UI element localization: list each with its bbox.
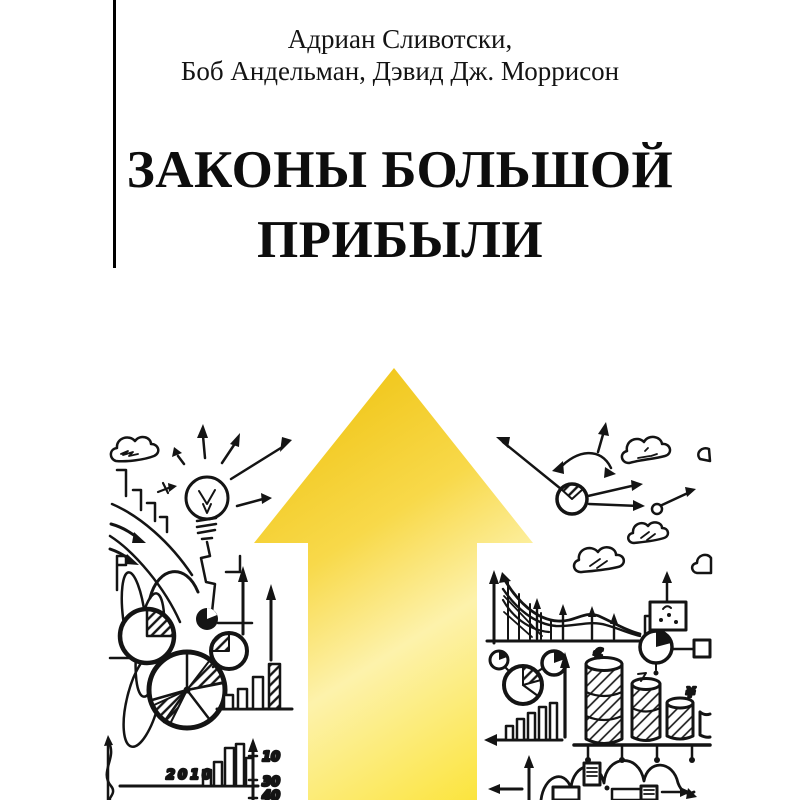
yen-symbol: ¥ bbox=[686, 686, 696, 701]
year-label: 2010 bbox=[166, 768, 215, 783]
book-title bbox=[0, 136, 800, 276]
axis-tick-label: 10 bbox=[262, 750, 281, 765]
axis-tick-label: 40 bbox=[262, 789, 281, 800]
left-doodles bbox=[104, 424, 292, 800]
author-line-2: Боб Андельман, Дэвид Дж. Моррисон bbox=[180, 55, 620, 86]
cloud-icon bbox=[111, 437, 158, 461]
small-pie-doodle bbox=[211, 633, 247, 669]
cylinder-chart-doodle bbox=[560, 647, 710, 763]
chained-pies-doodle bbox=[490, 651, 566, 704]
line-chart-doodle bbox=[487, 570, 646, 643]
title-line-1: ЗАКОНЫ БОЛЬШОЙ bbox=[126, 141, 674, 199]
light-bulb-icon bbox=[158, 424, 292, 612]
euro-symbol: € bbox=[594, 647, 604, 662]
title-line-2: ПРИБЫЛИ bbox=[256, 210, 544, 269]
author-line-1: Адриан Сливотски, bbox=[287, 24, 513, 54]
radiating-pie-doodle bbox=[496, 422, 696, 514]
bottom-right-doodles bbox=[488, 755, 697, 800]
right-doodles bbox=[484, 422, 711, 800]
author-names bbox=[0, 24, 800, 87]
growth-chart-doodle bbox=[104, 735, 280, 800]
flowchart-doodle bbox=[640, 571, 710, 676]
pie-chart-doodle bbox=[120, 609, 174, 663]
axis-tick-label: 30 bbox=[262, 775, 281, 790]
small-bars-doodle bbox=[484, 703, 562, 746]
